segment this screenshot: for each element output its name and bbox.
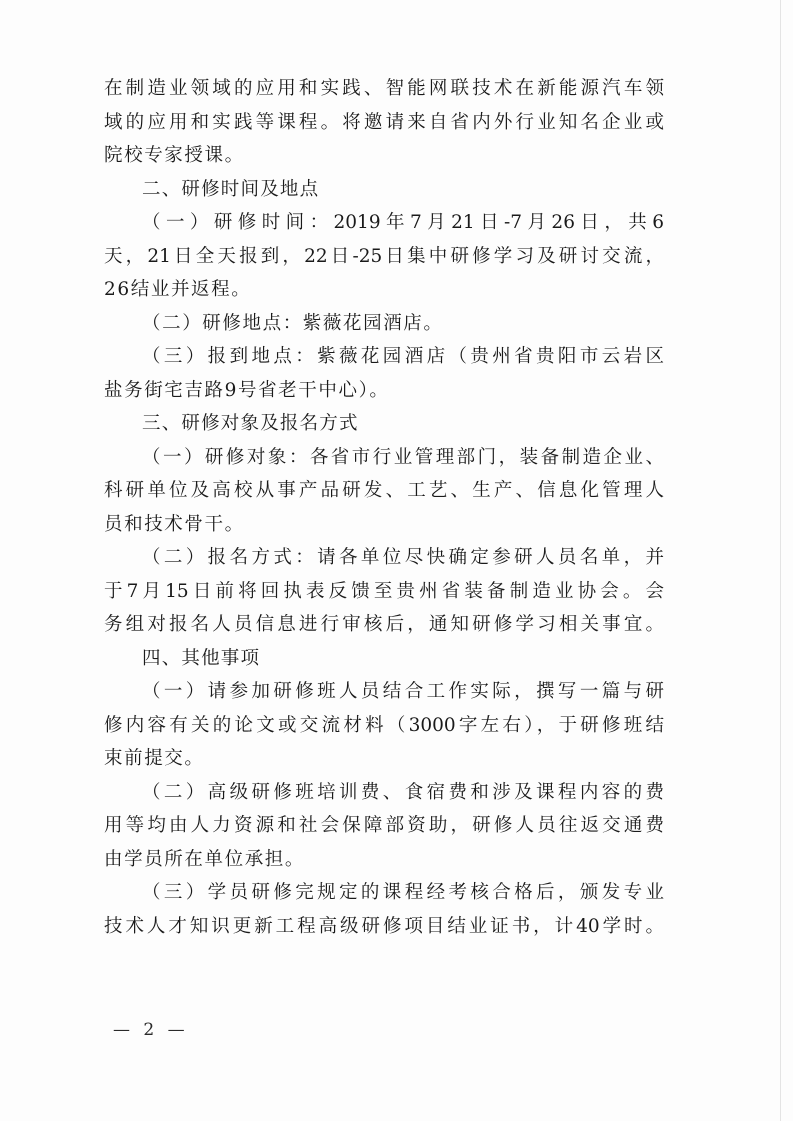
page-number: — 2 — bbox=[113, 1020, 189, 1040]
body-text-line: 域的应用和实践等课程。将邀请来自省内外行业知名企业或 bbox=[104, 111, 664, 133]
body-text-line: 科研单位及高校从事产品研发、工艺、生产、信息化管理人 bbox=[104, 480, 664, 501]
body-text-line: 由学员所在单位承担。 bbox=[104, 848, 306, 870]
body-text-line: （一）研修时间：2019年7月21日-7月26日，共6 bbox=[142, 212, 664, 233]
body-text-line: 在制造业领域的应用和实践、智能网联技术在新能源汽车领 bbox=[104, 78, 664, 99]
body-text-line: 盐务街宅吉路9号省老干中心）。 bbox=[104, 379, 390, 401]
scan-edge-line bbox=[780, 0, 781, 1121]
body-text-line: 修内容有关的论文或交流材料（3000字左右），于研修班结 bbox=[104, 714, 664, 736]
body-text-line: 用等均由人力资源和社会保障部资助，研修人员往返交通费 bbox=[104, 815, 664, 836]
body-text-line: （二）报名方式：请各单位尽快确定参研人员名单，并 bbox=[142, 547, 664, 568]
body-text-line: （一）研修对象：各省市行业管理部门，装备制造企业、 bbox=[142, 446, 664, 468]
body-text-line: 员和技术骨干。 bbox=[104, 513, 245, 535]
body-text-line: （三）学员研修完规定的课程经考核合格后，颁发专业 bbox=[142, 882, 664, 903]
document-body bbox=[104, 72, 664, 943]
body-text-line: 技术人才知识更新工程高级研修项目结业证书，计40学时。 bbox=[104, 915, 664, 937]
body-text-line: 于7月15日前将回执表反馈至贵州省装备制造业协会。会 bbox=[104, 580, 664, 602]
body-text-line: （三）报到地点：紫薇花园酒店（贵州省贵阳市云岩区 bbox=[142, 346, 664, 367]
body-text-line: 天，21日全天报到，22日-25日集中研修学习及研讨交流， bbox=[104, 245, 664, 267]
body-text-line: 束前提交。 bbox=[104, 748, 205, 769]
section-heading-2: 二、研修时间及地点 bbox=[142, 178, 320, 200]
body-text-line: 院校专家授课。 bbox=[104, 145, 245, 166]
body-text-line: （一）请参加研修班人员结合工作实际，撰写一篇与研 bbox=[142, 681, 664, 702]
body-text-line: （二）高级研修班培训费、食宿费和涉及课程内容的费 bbox=[142, 781, 664, 803]
body-text-line: （二）研修地点：紫薇花园酒店。 bbox=[142, 312, 444, 334]
section-heading-4: 四、其他事项 bbox=[142, 647, 261, 669]
section-heading-3: 三、研修对象及报名方式 bbox=[142, 413, 359, 434]
body-text-line: 务组对报名人员信息进行审核后，通知研修学习相关事宜。 bbox=[104, 614, 664, 635]
body-text-line: 26结业并返程。 bbox=[104, 279, 252, 300]
